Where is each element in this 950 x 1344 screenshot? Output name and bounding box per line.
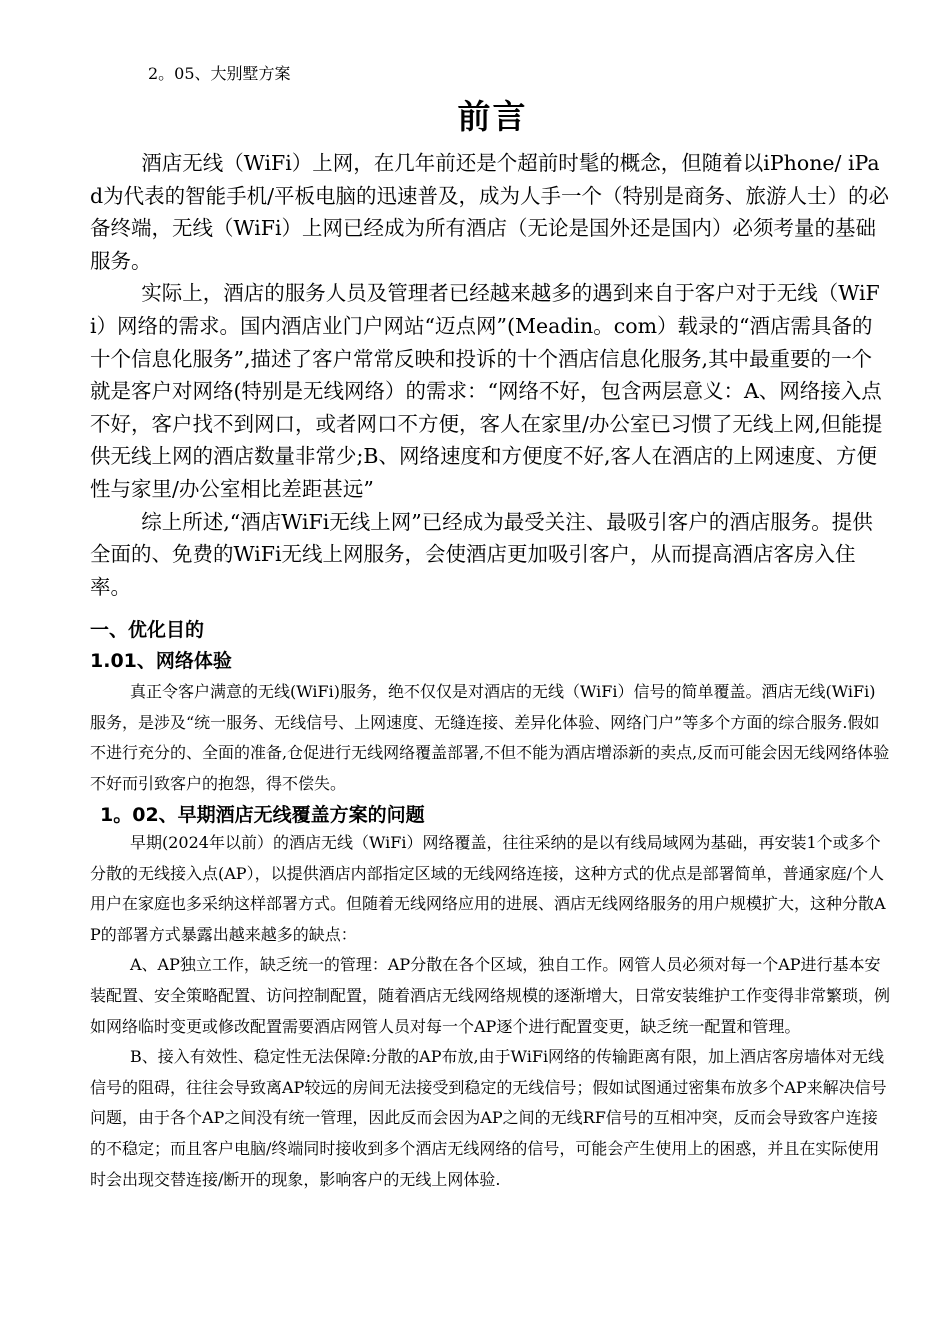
intro-paragraph: 实际上，酒店的服务人员及管理者已经越来越多的遇到来自于客户对于无线（WiFi）网络的需求。国内酒店业门户网站“迈点网”(Meadin。com）载录的“酒店需具备的十个信息化服务”,描述了客户常常反映和投诉的十个酒店信息化服务,其中最重要的一个就是客户对网络(特别是无线网络）的需求：“网络不好，包含两层意义：A、网络接入点不好，客户找不到网口，或者网口不方便，客人在家里/办公室已习惯了无线上网,但能提供无线上网的酒店数量非常少;B、网络速度和方便度不好,客人在酒店的上网速度、方便性与家里/办公室相比差距甚远” xyxy=(90,281,883,501)
body-paragraph: A、AP独立工作，缺乏统一的管理：AP分散在各个区域，独自工作。网管人员必须对每一个AP进行基本安装配置、安全策略配置、访问控制配置，随着酒店无线网络规模的逐渐增大，日常安装维护工作变得非常繁琐，例如网络临时变更或修改配置需要酒店网管人员对每一个AP逐个进行配置变更，缺乏统一配置和管理。 xyxy=(90,955,891,1036)
body-paragraph: B、接入有效性、稳定性无法保障:分散的AP布放,由于WiFi网络的传输距离有限，加上酒店客房墙体对无线信号的阻碍，往往会导致离AP较远的房间无法接受到稳定的无线信号；假如试图通过密集布放多个AP来解决信号问题，由于各个AP之间没有统一管理，因此反而会因为AP之间的无线RF信号的互相冲突，反而会导致客户连接的不稳定；而且客户电脑/终端同时接收到多个酒店无线网络的信号，可能会产生使用上的困惑，并且在实际使用时会出现交替连接/断开的现象，影响客户的无线上网体验. xyxy=(90,1047,887,1189)
toc-line: 2。05、大别墅方案 xyxy=(148,64,291,83)
subsection-body xyxy=(90,677,890,799)
subsection-heading: 1。02、早期酒店无线覆盖方案的问题 xyxy=(100,804,425,826)
body-paragraph: 早期(2024年以前）的酒店无线（WiFi）网络覆盖，往往采纳的是以有线局域网为基础，再安装1个或多个分散的无线接入点(AP），以提供酒店内部指定区域的无线网络连接，这种方式的优点是部署简单，普通家庭/个人用户在家庭也多采纳这样部署方式。但随着无线网络应用的进展、酒店无线网络服务的用户规模扩大，这种分散AP的部署方式暴露出越来越多的缺点： xyxy=(90,833,886,944)
body-paragraph: 真正令客户满意的无线(WiFi)服务，绝不仅仅是对酒店的无线（WiFi）信号的简单覆盖。酒店无线(WiFi)服务，是涉及“统一服务、无线信号、上网速度、无缝连接、差异化体验、网络门户”等多个方面的综合服务.假如不进行充分的、全面的准备,仓促进行无线网络覆盖部署,不但不能为酒店增添新的卖点,反而可能会因无线网络体验不好而引致客户的抱怨，得不偿失。 xyxy=(90,682,890,793)
subsection-body xyxy=(90,828,890,1195)
intro-paragraph: 酒店无线（WiFi）上网，在几年前还是个超前时髦的概念，但随着以iPhone/ iPad为代表的智能手机/平板电脑的迅速普及，成为人手一个（特别是商务、旅游人士）的必备终端，无线（WiFi）上网已经成为所有酒店（无论是国外还是国内）必须考量的基础服务。 xyxy=(90,151,890,273)
page-title: 前言 xyxy=(457,97,528,136)
subsection-heading: 1.01、网络体验 xyxy=(90,650,232,672)
intro-paragraph: 综上所述,“酒店WiFi无线上网”已经成为最受关注、最吸引客户的酒店服务。提供全面的、免费的WiFi无线上网服务，会使酒店更加吸引客户，从而提高酒店客房入住率。 xyxy=(90,509,873,599)
section-heading: 一、优化目的 xyxy=(90,619,205,641)
intro-section xyxy=(90,147,890,603)
